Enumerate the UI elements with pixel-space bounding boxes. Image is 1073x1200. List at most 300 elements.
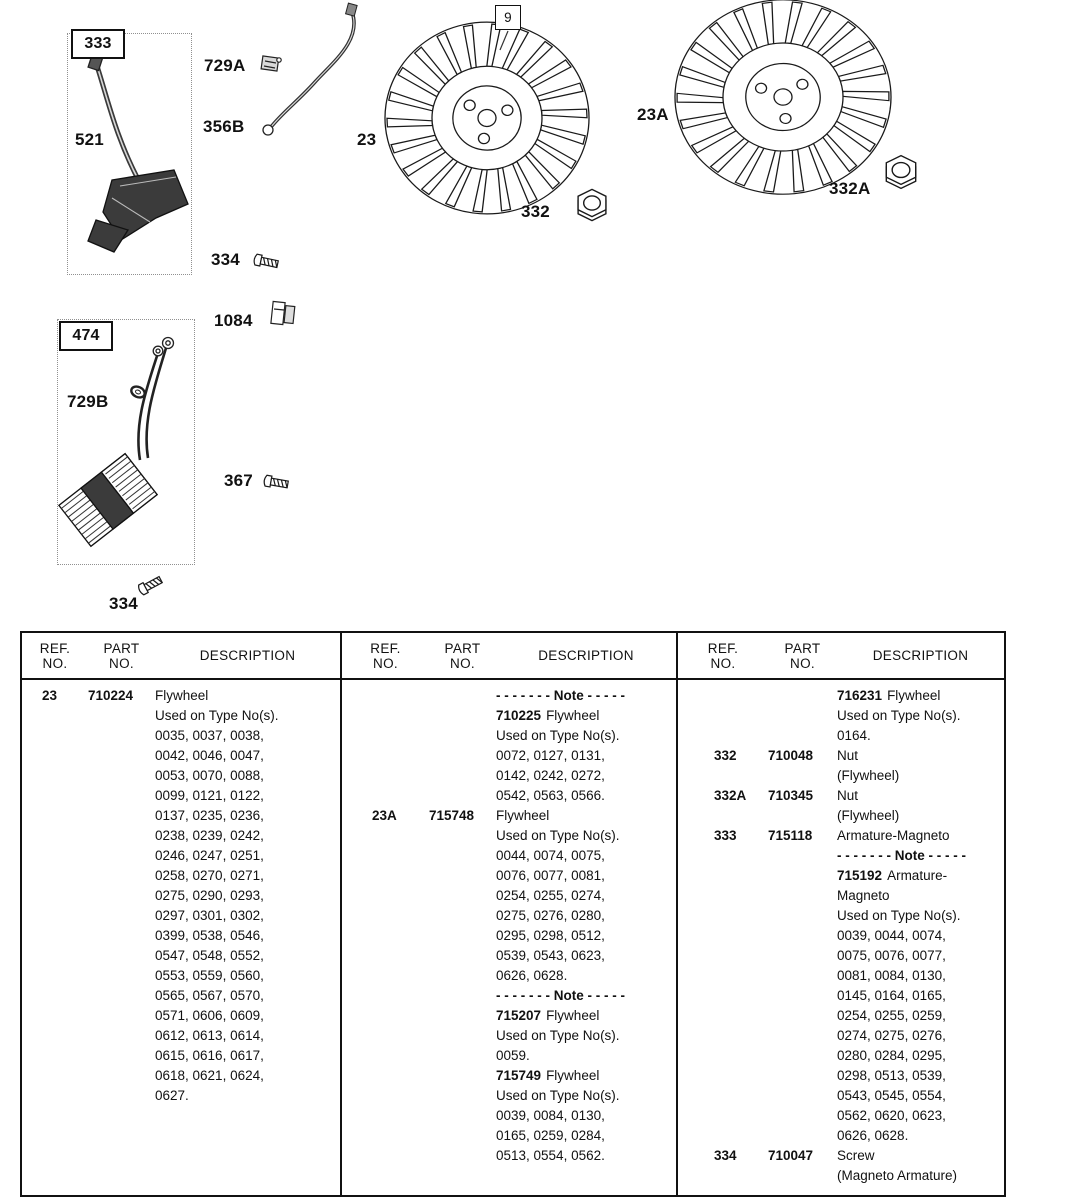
part-cell bbox=[88, 706, 155, 726]
description-cell: 0553, 0559, 0560, bbox=[155, 968, 264, 983]
description-cell: 0053, 0070, 0088, bbox=[155, 768, 264, 783]
part-cell bbox=[768, 946, 837, 966]
table-row bbox=[342, 886, 676, 906]
description-cell: 0081, 0084, 0130, bbox=[837, 968, 946, 983]
table-row bbox=[678, 1106, 1004, 1126]
description-cell: 0075, 0076, 0077, bbox=[837, 948, 946, 963]
table-row bbox=[342, 926, 676, 946]
part-cell bbox=[768, 986, 837, 1006]
part-cell bbox=[429, 1126, 496, 1146]
part-cell bbox=[88, 806, 155, 826]
table-row bbox=[678, 1086, 1004, 1106]
ref-cell bbox=[678, 986, 768, 1006]
description-cell: 0164. bbox=[837, 728, 871, 743]
ref-cell: 23 bbox=[42, 688, 58, 703]
table-row bbox=[678, 886, 1004, 906]
table-row bbox=[342, 1126, 676, 1146]
ref-cell bbox=[22, 826, 88, 846]
ref-cell bbox=[678, 906, 768, 926]
ref-cell bbox=[678, 1046, 768, 1066]
description-cell: (Flywheel) bbox=[837, 808, 900, 823]
table-row bbox=[678, 986, 1004, 1006]
flywheel-23-illustration bbox=[372, 10, 602, 227]
part-no-header: PART NO. bbox=[103, 640, 140, 671]
screw-334-bottom-illustration bbox=[137, 575, 163, 596]
description-cell: Used on Type No(s). bbox=[496, 1088, 620, 1103]
table-row bbox=[22, 966, 340, 986]
description-cell: 0626, 0628. bbox=[837, 1128, 909, 1143]
label-729b: 729B bbox=[67, 392, 109, 411]
part-cell bbox=[768, 726, 837, 746]
ref-cell bbox=[342, 986, 429, 1006]
label-332: 332 bbox=[521, 202, 550, 221]
part-cell bbox=[429, 906, 496, 926]
part-cell bbox=[88, 826, 155, 846]
table-row bbox=[678, 826, 1004, 846]
ref-cell bbox=[342, 926, 429, 946]
table-row bbox=[22, 986, 340, 1006]
part-cell bbox=[88, 726, 155, 746]
part-cell bbox=[768, 966, 837, 986]
ref-cell bbox=[678, 706, 768, 726]
description-cell: 0275, 0276, 0280, bbox=[496, 908, 605, 923]
screw-367-illustration bbox=[263, 475, 288, 490]
description-cell: 0042, 0046, 0047, bbox=[155, 748, 264, 763]
ref-cell bbox=[678, 1126, 768, 1146]
ref-cell bbox=[678, 1006, 768, 1026]
description-cell: Used on Type No(s). bbox=[496, 828, 620, 843]
ref-box-474: 474 bbox=[59, 321, 113, 351]
table-row bbox=[22, 1006, 340, 1026]
part-cell bbox=[429, 886, 496, 906]
description-cell: Used on Type No(s). bbox=[155, 708, 279, 723]
part-cell: 715748 bbox=[429, 808, 475, 823]
ref-cell bbox=[22, 1026, 88, 1046]
description-cell: Flywheel bbox=[155, 688, 209, 703]
ref-cell bbox=[678, 686, 768, 706]
part-cell bbox=[88, 906, 155, 926]
label-334-top: 334 bbox=[211, 250, 240, 269]
description-cell: 0246, 0247, 0251, bbox=[155, 848, 264, 863]
ref-cell bbox=[678, 1026, 768, 1046]
table-row bbox=[342, 946, 676, 966]
description-header: DESCRIPTION bbox=[538, 648, 634, 663]
part-cell bbox=[429, 1106, 496, 1126]
description-cell: 0059. bbox=[496, 1048, 530, 1063]
ref-cell bbox=[22, 766, 88, 786]
part-cell: 715118 bbox=[768, 828, 813, 843]
table-body bbox=[678, 680, 1004, 1186]
table-row bbox=[678, 686, 1004, 706]
table-row bbox=[342, 826, 676, 846]
description-cell: 0044, 0074, 0075, bbox=[496, 848, 605, 863]
ref-cell bbox=[22, 1086, 88, 1106]
table-row bbox=[342, 726, 676, 746]
label-521: 521 bbox=[75, 130, 104, 149]
part-cell bbox=[768, 686, 837, 706]
part-cell: 710047 bbox=[768, 1148, 814, 1163]
ref-cell bbox=[342, 906, 429, 926]
table-row bbox=[678, 846, 1004, 866]
description-cell: 0618, 0621, 0624, bbox=[155, 1068, 264, 1083]
description-cell: 0254, 0255, 0274, bbox=[496, 888, 605, 903]
part-cell bbox=[88, 1086, 155, 1106]
part-cell bbox=[768, 1026, 837, 1046]
flywheel-23a-illustration bbox=[664, 0, 901, 204]
ref-cell bbox=[678, 1166, 768, 1186]
ref-cell bbox=[342, 846, 429, 866]
part-cell bbox=[768, 1006, 837, 1026]
ref-cell bbox=[342, 1046, 429, 1066]
part-cell bbox=[768, 906, 837, 926]
part-cell bbox=[88, 986, 155, 1006]
ref-cell bbox=[342, 1126, 429, 1146]
part-cell bbox=[88, 926, 155, 946]
armature-333-illustration bbox=[88, 55, 188, 252]
ref-cell bbox=[342, 686, 429, 706]
description-cell: 0145, 0164, 0165, bbox=[837, 988, 946, 1003]
label-729a: 729A bbox=[204, 56, 246, 75]
description-cell: 0562, 0620, 0623, bbox=[837, 1108, 946, 1123]
ref-cell bbox=[342, 786, 429, 806]
table-row bbox=[678, 866, 1004, 886]
table-row bbox=[22, 846, 340, 866]
table-row bbox=[22, 1026, 340, 1046]
ref-cell bbox=[342, 886, 429, 906]
armature-729b-illustration bbox=[59, 338, 174, 547]
callout-9-box: 9 bbox=[495, 5, 521, 30]
description-cell: Nut bbox=[837, 788, 859, 803]
ref-cell bbox=[678, 1106, 768, 1126]
label-23: 23 bbox=[357, 130, 377, 149]
part-cell bbox=[768, 806, 837, 826]
description-cell: Magneto bbox=[837, 888, 890, 903]
part-cell bbox=[768, 926, 837, 946]
ref-cell bbox=[342, 1106, 429, 1126]
label-1084: 1084 bbox=[214, 311, 253, 330]
part-cell bbox=[88, 786, 155, 806]
table-row bbox=[678, 1126, 1004, 1146]
part-no-header: PART NO. bbox=[444, 640, 481, 671]
part-cell bbox=[88, 1026, 155, 1046]
ref-cell bbox=[678, 886, 768, 906]
table-row bbox=[22, 806, 340, 826]
part-cell bbox=[88, 1066, 155, 1086]
ref-box-333: 333 bbox=[71, 29, 125, 59]
description-cell: 0275, 0290, 0293, bbox=[155, 888, 264, 903]
table-row bbox=[22, 726, 340, 746]
description-cell: 0612, 0613, 0614, bbox=[155, 1028, 264, 1043]
table-row bbox=[342, 906, 676, 926]
ref-cell bbox=[22, 906, 88, 926]
table-row bbox=[678, 946, 1004, 966]
table-row bbox=[22, 866, 340, 886]
ref-cell bbox=[22, 946, 88, 966]
table-row bbox=[22, 686, 340, 706]
part-cell bbox=[429, 1026, 496, 1046]
table-row bbox=[342, 866, 676, 886]
table-row bbox=[342, 806, 676, 826]
table-row bbox=[678, 966, 1004, 986]
part-cell bbox=[768, 1106, 837, 1126]
ref-cell bbox=[678, 846, 768, 866]
ref-no-header: REF. NO. bbox=[39, 640, 71, 671]
description-cell: 0513, 0554, 0562. bbox=[496, 1148, 605, 1163]
ref-cell bbox=[678, 966, 768, 986]
description-cell: 0099, 0121, 0122, bbox=[155, 788, 264, 803]
ref-cell bbox=[22, 1006, 88, 1026]
description-cell: Used on Type No(s). bbox=[496, 1028, 620, 1043]
part-cell bbox=[429, 926, 496, 946]
description-header: DESCRIPTION bbox=[199, 648, 296, 663]
table-row bbox=[678, 806, 1004, 826]
part-cell bbox=[88, 946, 155, 966]
description-cell: Screw bbox=[837, 1148, 875, 1163]
table-row bbox=[678, 786, 1004, 806]
ref-cell bbox=[22, 966, 88, 986]
part-cell bbox=[88, 746, 155, 766]
ref-cell bbox=[678, 946, 768, 966]
table-header bbox=[22, 633, 340, 680]
description-cell: 0542, 0563, 0566. bbox=[496, 788, 605, 803]
description-cell: 0165, 0259, 0284, bbox=[496, 1128, 605, 1143]
description-header: DESCRIPTION bbox=[872, 648, 969, 663]
ref-cell bbox=[22, 926, 88, 946]
description-cell: 0571, 0606, 0609, bbox=[155, 1008, 264, 1023]
part-cell bbox=[768, 1046, 837, 1066]
ref-cell bbox=[678, 766, 768, 786]
table-header bbox=[678, 633, 1004, 680]
part-cell bbox=[88, 866, 155, 886]
parts-table bbox=[20, 631, 1006, 1197]
description-cell: Nut bbox=[837, 748, 859, 763]
table-row bbox=[678, 706, 1004, 726]
description-cell: 0238, 0239, 0242, bbox=[155, 828, 264, 843]
table-body bbox=[22, 680, 340, 1106]
table-row bbox=[678, 1026, 1004, 1046]
ref-cell bbox=[342, 1066, 429, 1086]
ref-cell bbox=[678, 926, 768, 946]
label-332a: 332A bbox=[829, 179, 871, 198]
description-cell: Used on Type No(s). bbox=[837, 708, 961, 723]
part-cell bbox=[768, 866, 837, 886]
description-cell: - - - - - - - Note - - - - - bbox=[496, 688, 625, 703]
part-cell bbox=[88, 886, 155, 906]
ref-cell bbox=[342, 1006, 429, 1026]
description-cell: 710225 Flywheel bbox=[496, 708, 600, 723]
label-334-bottom: 334 bbox=[109, 594, 138, 613]
ref-cell bbox=[342, 766, 429, 786]
part-cell bbox=[429, 826, 496, 846]
ref-cell bbox=[22, 726, 88, 746]
part-cell bbox=[88, 1006, 155, 1026]
ref-cell bbox=[342, 966, 429, 986]
ref-cell bbox=[342, 726, 429, 746]
part-cell bbox=[768, 846, 837, 866]
ref-cell: 332A bbox=[714, 788, 747, 803]
part-cell bbox=[429, 786, 496, 806]
terminal-1084-illustration bbox=[271, 301, 295, 324]
nut-332a-illustration bbox=[886, 156, 915, 189]
description-cell: 0280, 0284, 0295, bbox=[837, 1048, 946, 1063]
ref-cell bbox=[22, 1066, 88, 1086]
part-cell bbox=[429, 866, 496, 886]
table-row bbox=[342, 1146, 676, 1166]
table-body bbox=[342, 680, 676, 1166]
nut-332-illustration bbox=[578, 189, 606, 220]
description-cell: 716231 Flywheel bbox=[837, 688, 941, 703]
ref-cell bbox=[678, 1066, 768, 1086]
ref-cell bbox=[342, 826, 429, 846]
label-356b: 356B bbox=[203, 117, 245, 136]
part-cell bbox=[429, 1006, 496, 1026]
table-row bbox=[342, 1046, 676, 1066]
table-row bbox=[678, 726, 1004, 746]
label-23a: 23A bbox=[637, 105, 669, 124]
description-cell: 0076, 0077, 0081, bbox=[496, 868, 605, 883]
table-row bbox=[678, 906, 1004, 926]
ref-no-header: REF. NO. bbox=[370, 640, 401, 671]
part-no-header: PART NO. bbox=[784, 640, 821, 671]
ref-cell bbox=[342, 1026, 429, 1046]
description-cell: 0626, 0628. bbox=[496, 968, 568, 983]
description-cell: Used on Type No(s). bbox=[837, 908, 961, 923]
screw-334-top-illustration bbox=[253, 254, 279, 270]
ref-cell bbox=[678, 806, 768, 826]
description-cell: (Magneto Armature) bbox=[837, 1168, 958, 1183]
ref-cell bbox=[22, 1046, 88, 1066]
table-row bbox=[678, 1066, 1004, 1086]
ref-cell: 332 bbox=[714, 748, 737, 763]
description-cell: 0615, 0616, 0617, bbox=[155, 1048, 264, 1063]
part-cell bbox=[429, 766, 496, 786]
ref-cell bbox=[22, 886, 88, 906]
description-cell: - - - - - - - Note - - - - - bbox=[496, 988, 625, 1003]
part-cell bbox=[88, 1046, 155, 1066]
table-row bbox=[678, 1006, 1004, 1026]
part-cell bbox=[429, 686, 496, 706]
table-column-2 bbox=[342, 633, 678, 1195]
table-row bbox=[22, 1046, 340, 1066]
ref-cell bbox=[22, 806, 88, 826]
table-column-3 bbox=[678, 633, 1004, 1195]
part-cell bbox=[88, 766, 155, 786]
ref-cell bbox=[22, 986, 88, 1006]
part-cell bbox=[429, 1086, 496, 1106]
ref-cell bbox=[22, 846, 88, 866]
description-cell: 0627. bbox=[155, 1088, 189, 1103]
table-row bbox=[342, 846, 676, 866]
label-367: 367 bbox=[224, 471, 253, 490]
table-row bbox=[342, 786, 676, 806]
table-row bbox=[22, 786, 340, 806]
description-cell: 0298, 0513, 0539, bbox=[837, 1068, 946, 1083]
table-row bbox=[342, 766, 676, 786]
part-cell bbox=[429, 1046, 496, 1066]
table-row bbox=[22, 946, 340, 966]
description-cell: 0137, 0235, 0236, bbox=[155, 808, 264, 823]
part-cell: 710048 bbox=[768, 748, 814, 763]
table-row bbox=[22, 826, 340, 846]
part-cell bbox=[768, 886, 837, 906]
table-row bbox=[22, 1066, 340, 1086]
description-cell: 0274, 0275, 0276, bbox=[837, 1028, 946, 1043]
ref-cell: 23A bbox=[372, 808, 397, 823]
part-cell bbox=[88, 966, 155, 986]
part-cell bbox=[768, 1066, 837, 1086]
ref-cell bbox=[678, 1086, 768, 1106]
description-cell: - - - - - - - Note - - - - - bbox=[837, 848, 966, 863]
description-cell: 0547, 0548, 0552, bbox=[155, 948, 264, 963]
table-header bbox=[342, 633, 676, 680]
part-cell bbox=[768, 706, 837, 726]
description-cell: 0539, 0543, 0623, bbox=[496, 948, 605, 963]
ref-cell bbox=[22, 786, 88, 806]
description-cell: Flywheel bbox=[496, 808, 550, 823]
description-cell: Armature-Magneto bbox=[837, 828, 950, 843]
part-cell bbox=[429, 726, 496, 746]
part-cell bbox=[768, 1126, 837, 1146]
table-column-1 bbox=[22, 633, 342, 1195]
part-cell bbox=[429, 706, 496, 726]
part-cell: 710224 bbox=[88, 688, 134, 703]
ref-cell bbox=[342, 1146, 429, 1166]
table-row bbox=[342, 686, 676, 706]
table-row bbox=[342, 1026, 676, 1046]
ref-cell bbox=[678, 726, 768, 746]
table-row bbox=[22, 886, 340, 906]
table-row bbox=[342, 1066, 676, 1086]
part-cell bbox=[429, 946, 496, 966]
ref-no-header: REF. NO. bbox=[707, 640, 739, 671]
description-cell: 0039, 0044, 0074, bbox=[837, 928, 946, 943]
description-cell: 0258, 0270, 0271, bbox=[155, 868, 264, 883]
description-cell: 715192 Armature- bbox=[837, 868, 948, 883]
description-cell: 0297, 0301, 0302, bbox=[155, 908, 264, 923]
table-row bbox=[342, 986, 676, 1006]
clamp-729a-illustration bbox=[261, 56, 281, 71]
table-row bbox=[342, 1006, 676, 1026]
description-cell: 0399, 0538, 0546, bbox=[155, 928, 264, 943]
part-cell bbox=[429, 746, 496, 766]
table-row bbox=[678, 766, 1004, 786]
table-row bbox=[22, 1086, 340, 1106]
ref-cell: 334 bbox=[714, 1148, 737, 1163]
ref-cell bbox=[342, 946, 429, 966]
part-cell: 710345 bbox=[768, 788, 814, 803]
ref-cell bbox=[22, 706, 88, 726]
table-row bbox=[678, 1166, 1004, 1186]
table-row bbox=[342, 1106, 676, 1126]
ref-cell bbox=[22, 866, 88, 886]
description-cell: (Flywheel) bbox=[837, 768, 900, 783]
table-row bbox=[22, 926, 340, 946]
description-cell: 715749 Flywheel bbox=[496, 1068, 600, 1083]
table-row bbox=[342, 1086, 676, 1106]
part-cell bbox=[429, 966, 496, 986]
part-cell bbox=[429, 1146, 496, 1166]
part-cell bbox=[429, 846, 496, 866]
table-row bbox=[342, 706, 676, 726]
description-cell: 0254, 0255, 0259, bbox=[837, 1008, 946, 1023]
table-row bbox=[678, 746, 1004, 766]
part-cell bbox=[88, 846, 155, 866]
description-cell: 0142, 0242, 0272, bbox=[496, 768, 605, 783]
description-cell: 0035, 0037, 0038, bbox=[155, 728, 264, 743]
part-cell bbox=[768, 1166, 837, 1186]
description-cell: Used on Type No(s). bbox=[496, 728, 620, 743]
table-row bbox=[678, 1146, 1004, 1166]
